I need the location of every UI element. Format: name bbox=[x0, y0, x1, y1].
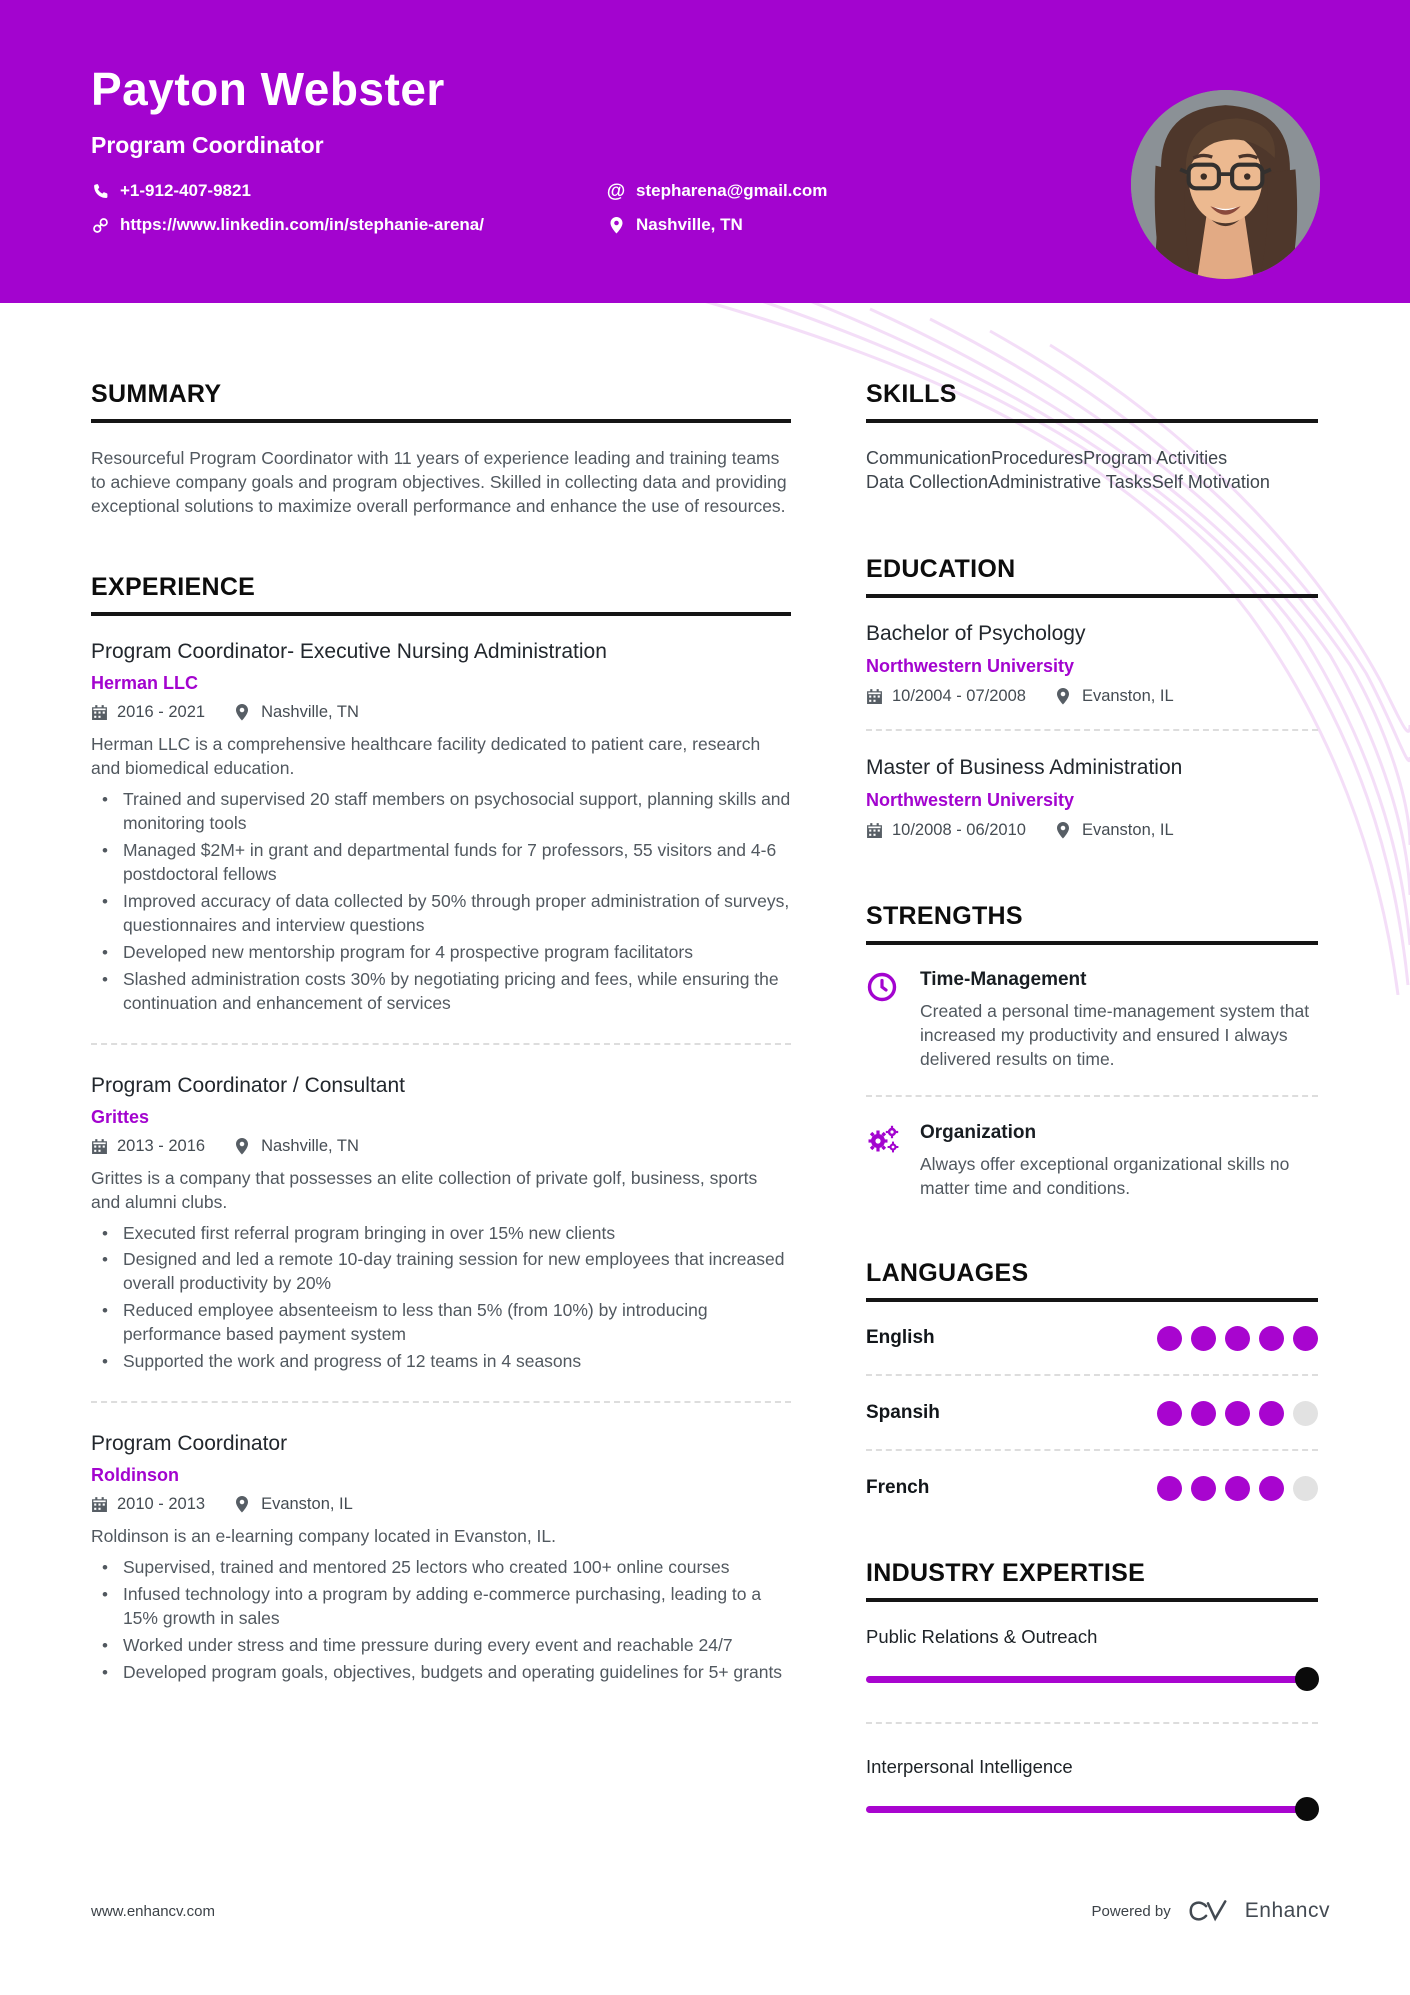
degree-location: Evanston, IL bbox=[1056, 821, 1174, 840]
language-row bbox=[866, 1326, 1318, 1351]
degree-meta bbox=[866, 687, 1318, 706]
job-location: Evanston, IL bbox=[235, 1495, 353, 1514]
education-degree bbox=[866, 622, 1318, 706]
education-degree bbox=[866, 756, 1318, 840]
job-description: Roldinson is an e-learning company located in Evanston, IL. bbox=[91, 1526, 556, 1547]
language-row bbox=[866, 1476, 1318, 1501]
main-content bbox=[0, 303, 1410, 1876]
person-job-title: Program Coordinator bbox=[91, 132, 324, 158]
job-dates: 2010 - 2013 bbox=[91, 1495, 205, 1514]
job-bullets bbox=[91, 1556, 791, 1685]
bullet-item: • Reduced employee absenteeism to less than 5% (from 10%) by introducing performance based payment system bbox=[91, 1299, 791, 1347]
job-description: Grittes is a company that possesses an elite collection of private golf, business, sports and alumni clubs. bbox=[91, 1167, 758, 1212]
degree-school: Northwestern University bbox=[866, 655, 1075, 676]
calendar-icon bbox=[866, 822, 883, 839]
heading-rule bbox=[91, 612, 791, 616]
language-row bbox=[866, 1401, 1318, 1426]
expertise-slider bbox=[866, 1796, 1318, 1822]
education-heading: EDUCATION bbox=[866, 554, 1016, 583]
right-column bbox=[866, 380, 1318, 1876]
bullet-item: • Managed $2M+ in grant and departmental funds for 7 professors, 55 visitors and 4-6 postdoctoral fellows bbox=[91, 839, 791, 887]
job-company: Roldinson bbox=[91, 1465, 179, 1486]
level-dot bbox=[1191, 1326, 1216, 1351]
phone-icon bbox=[91, 182, 109, 200]
job-location: Nashville, TN bbox=[235, 1137, 359, 1156]
brand-name[interactable]: Enhancv bbox=[1244, 1899, 1330, 1922]
location-pin-icon bbox=[235, 1138, 252, 1155]
calendar-icon bbox=[91, 1496, 108, 1513]
contact-phone-text: +1-912-407-9821 bbox=[120, 181, 251, 200]
slider-knob[interactable] bbox=[1295, 1797, 1319, 1821]
strength-text: Created a personal time-management system that increased my productivity and ensured I always delivered results on time. bbox=[920, 1000, 1310, 1069]
expertise-item bbox=[866, 1756, 1318, 1822]
slider-track bbox=[866, 1806, 1318, 1813]
degree-dates: 10/2004 - 07/2008 bbox=[866, 687, 1026, 706]
heading-rule bbox=[866, 594, 1318, 598]
summary-text: Resourceful Program Coordinator with 11 years of experience leading and training teams to achieve company goals and program objectives. Skilled in collecting data and providing exceptional solutions to maximize overall performance and enhance the use of resources. bbox=[91, 448, 787, 516]
language-name: English bbox=[866, 1327, 935, 1349]
bullet-item: • Infused technology into a program by adding e-commerce purchasing, leading to a 15% growth in sales bbox=[91, 1583, 791, 1631]
degree-dates: 10/2008 - 06/2010 bbox=[866, 821, 1026, 840]
level-dot bbox=[1293, 1401, 1318, 1426]
level-dot bbox=[1293, 1476, 1318, 1501]
location-icon bbox=[607, 216, 625, 234]
contact-email[interactable] bbox=[607, 181, 1071, 201]
strengths-section bbox=[866, 902, 1318, 1201]
clock-icon bbox=[866, 969, 902, 1072]
experience-job bbox=[91, 640, 791, 1016]
summary-section bbox=[91, 380, 791, 519]
summary-heading: SUMMARY bbox=[91, 380, 222, 408]
bullet-item: • Improved accuracy of data collected by 50% through proper administration of surveys, questionnaires and interview questions bbox=[91, 890, 791, 938]
strength-text: Always offer exceptional organizational skills no matter time and conditions. bbox=[920, 1153, 1290, 1198]
bullet-item: • Trained and supervised 20 staff members on psychosocial support, planning skills and monitoring tools bbox=[91, 788, 791, 836]
level-dot bbox=[1259, 1326, 1284, 1351]
location-pin-icon bbox=[235, 1496, 252, 1513]
level-dot bbox=[1191, 1476, 1216, 1501]
language-name: Spansih bbox=[866, 1402, 940, 1424]
heading-rule bbox=[866, 1298, 1318, 1302]
languages-heading: LANGUAGES bbox=[866, 1258, 1029, 1287]
job-company: Herman LLC bbox=[91, 672, 199, 693]
language-separator bbox=[866, 1374, 1318, 1376]
strengths-heading: STRENGTHS bbox=[866, 901, 1023, 930]
job-separator bbox=[91, 1401, 791, 1403]
experience-heading: EXPERIENCE bbox=[91, 572, 256, 601]
enhancv-logo[interactable] bbox=[1185, 1898, 1231, 1924]
job-dates: 2016 - 2021 bbox=[91, 703, 205, 722]
header bbox=[0, 0, 1410, 303]
location-pin-icon bbox=[235, 704, 252, 721]
experience-job bbox=[91, 1432, 791, 1685]
location-pin-icon bbox=[1056, 822, 1073, 839]
expertise-name: Public Relations & Outreach bbox=[866, 1625, 1098, 1647]
profile-photo bbox=[1131, 90, 1320, 279]
job-description: Herman LLC is a comprehensive healthcare facility dedicated to patient care, research and biomedical education. bbox=[91, 733, 761, 778]
heading-rule bbox=[866, 941, 1318, 945]
gears-icon bbox=[866, 1122, 902, 1201]
job-dates: 2013 - 2016 bbox=[91, 1137, 205, 1156]
job-bullets bbox=[91, 788, 791, 1016]
contact-location-text: Nashville, TN bbox=[636, 215, 743, 234]
slider-knob[interactable] bbox=[1295, 1667, 1319, 1691]
skills-list bbox=[866, 447, 1318, 495]
bullet-item: • Slashed administration costs 30% by negotiating pricing and fees, while ensuring the continuation and enhancement of services bbox=[91, 968, 791, 1016]
experience-section bbox=[91, 573, 791, 1685]
strength-title: Time-Management bbox=[920, 968, 1087, 990]
education-section bbox=[866, 555, 1318, 840]
contact-phone[interactable] bbox=[91, 181, 607, 201]
degree-separator bbox=[866, 729, 1318, 731]
skill-item: Data Collection bbox=[866, 471, 989, 492]
calendar-icon bbox=[91, 704, 108, 721]
bullet-item: • Worked under stress and time pressure during every event and reachable 24/7 bbox=[91, 1634, 791, 1658]
footer bbox=[91, 1898, 1330, 1924]
level-dot bbox=[1225, 1326, 1250, 1351]
job-company: Grittes bbox=[91, 1106, 150, 1127]
link-icon bbox=[91, 216, 109, 234]
strength-item bbox=[866, 969, 1318, 1072]
skill-item: Administrative Tasks bbox=[988, 471, 1152, 492]
expertise-slider bbox=[866, 1666, 1318, 1692]
level-dot bbox=[1225, 1401, 1250, 1426]
heading-rule bbox=[866, 1598, 1318, 1602]
skill-item: Self Motivation bbox=[1151, 471, 1270, 492]
skills-section bbox=[866, 380, 1318, 495]
skills-heading: SKILLS bbox=[866, 380, 957, 408]
language-separator bbox=[866, 1449, 1318, 1451]
bullet-item: • Supervised, trained and mentored 25 lectors who created 100+ online courses bbox=[91, 1556, 791, 1580]
job-title: Program Coordinator / Consultant bbox=[91, 1073, 405, 1097]
left-column bbox=[91, 380, 791, 1876]
language-level-dots bbox=[1157, 1401, 1318, 1426]
job-bullets bbox=[91, 1222, 791, 1375]
bullet-item: • Developed program goals, objectives, budgets and operating guidelines for 5+ grants bbox=[91, 1661, 791, 1685]
level-dot bbox=[1259, 1401, 1284, 1426]
footer-site-link[interactable]: www.enhancv.com bbox=[91, 1902, 215, 1920]
person-name: Payton Webster bbox=[91, 63, 445, 115]
strength-separator bbox=[866, 1095, 1318, 1097]
strength-title: Organization bbox=[920, 1121, 1037, 1143]
degree-meta bbox=[866, 821, 1318, 840]
job-title: Program Coordinator bbox=[91, 1432, 288, 1456]
contact-email-text: stepharena@gmail.com bbox=[636, 181, 828, 200]
at-icon: @ bbox=[606, 180, 626, 202]
language-level-dots bbox=[1157, 1476, 1318, 1501]
expertise-name: Interpersonal Intelligence bbox=[866, 1755, 1073, 1777]
bullet-item: • Developed new mentorship program for 4 prospective program facilitators bbox=[91, 941, 791, 965]
expertise-item bbox=[866, 1626, 1318, 1692]
powered-by bbox=[1092, 1898, 1330, 1924]
slider-track bbox=[866, 1676, 1318, 1683]
contact-linkedin[interactable] bbox=[91, 215, 607, 235]
powered-by-label: Powered by bbox=[1091, 1902, 1171, 1920]
level-dot bbox=[1157, 1476, 1182, 1501]
job-meta bbox=[91, 703, 791, 722]
skill-item: Communication bbox=[866, 448, 992, 468]
contact-location bbox=[607, 215, 1071, 235]
calendar-icon bbox=[866, 688, 883, 705]
industry-expertise-heading: INDUSTRY EXPERTISE bbox=[866, 1558, 1146, 1587]
industry-expertise-section bbox=[866, 1559, 1318, 1822]
portrait-illustration bbox=[1131, 90, 1320, 279]
languages-section bbox=[866, 1259, 1318, 1501]
expertise-separator bbox=[866, 1722, 1318, 1724]
heading-rule bbox=[866, 419, 1318, 423]
experience-job bbox=[91, 1074, 791, 1375]
language-name: French bbox=[866, 1477, 930, 1499]
level-dot bbox=[1157, 1401, 1182, 1426]
level-dot bbox=[1293, 1326, 1318, 1351]
job-title: Program Coordinator- Executive Nursing Administration bbox=[91, 639, 607, 663]
calendar-icon bbox=[91, 1138, 108, 1155]
location-pin-icon bbox=[1056, 688, 1073, 705]
degree-title: Bachelor of Psychology bbox=[866, 621, 1086, 645]
level-dot bbox=[1157, 1326, 1182, 1351]
level-dot bbox=[1259, 1476, 1284, 1501]
bullet-item: • Designed and led a remote 10-day training session for new employees that increased overall productivity by 20% bbox=[91, 1248, 791, 1296]
degree-school: Northwestern University bbox=[866, 789, 1075, 810]
level-dot bbox=[1191, 1401, 1216, 1426]
job-meta bbox=[91, 1137, 791, 1156]
bullet-item: • Executed first referral program bringing in over 15% new clients bbox=[91, 1222, 791, 1246]
degree-title: Master of Business Administration bbox=[866, 755, 1183, 779]
language-level-dots bbox=[1157, 1326, 1318, 1351]
heading-rule bbox=[91, 419, 791, 423]
job-separator bbox=[91, 1043, 791, 1045]
skill-item: Procedures bbox=[991, 448, 1084, 468]
contact-linkedin-text: https://www.linkedin.com/in/stephanie-arena/ bbox=[120, 215, 484, 234]
level-dot bbox=[1225, 1476, 1250, 1501]
bullet-item: • Supported the work and progress of 12 teams in 4 seasons bbox=[91, 1350, 791, 1374]
job-meta bbox=[91, 1495, 791, 1514]
skill-item: Program Activities bbox=[1083, 448, 1228, 468]
strength-item bbox=[866, 1122, 1318, 1201]
job-location: Nashville, TN bbox=[235, 703, 359, 722]
degree-location: Evanston, IL bbox=[1056, 687, 1174, 706]
contact-list bbox=[91, 181, 1071, 235]
